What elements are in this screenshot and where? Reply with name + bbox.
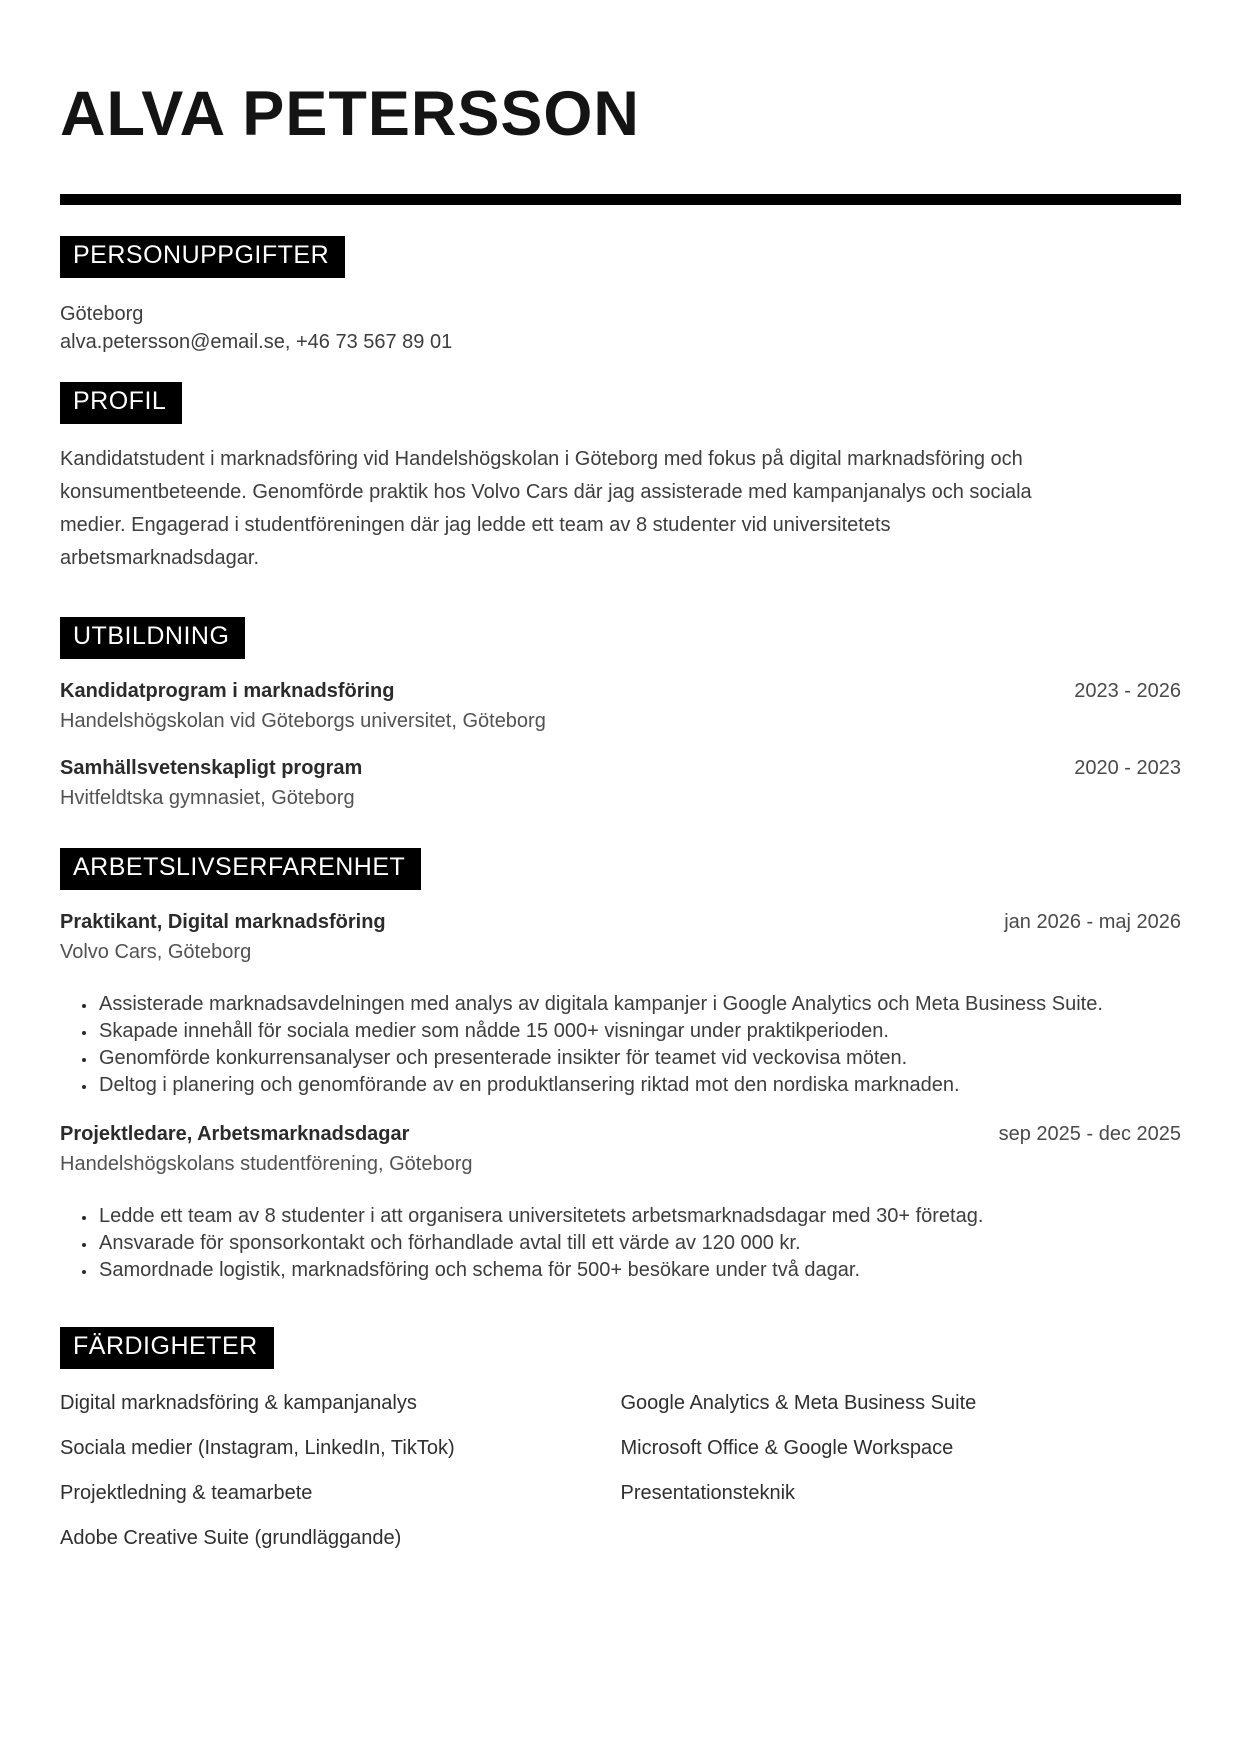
experience-bullet: • Ansvarade för sponsorkontakt och förhandlade avtal till ett värde av 120 000 kr.	[97, 1230, 1181, 1257]
education-school: Hvitfeldtska gymnasiet, Göteborg	[60, 787, 355, 810]
contact-email-phone: alva.petersson@email.se, +46 73 567 89 01	[60, 331, 453, 354]
skill-item: Google Analytics & Meta Business Suite	[620, 1392, 977, 1415]
resume-name: ALVA PETERSSON	[60, 79, 640, 149]
skill-item: Microsoft Office & Google Workspace	[620, 1437, 954, 1460]
education-school: Handelshögskolan vid Göteborgs universitet, Göteborg	[60, 710, 546, 733]
section-experience	[60, 848, 1181, 1284]
skill-item: Adobe Creative Suite (grundläggande)	[60, 1527, 402, 1550]
skills-grid	[60, 1392, 1181, 1572]
experience-org: Handelshögskolans studentförening, Göteborg	[60, 1153, 473, 1176]
experience-bullet: • Assisterade marknadsavdelningen med analys av digitala kampanjer i Google Analytics och Meta Business Suite.	[97, 991, 1181, 1018]
section-heading-personal: PERSONUPPGIFTER	[60, 236, 345, 278]
contact-location: Göteborg	[60, 303, 144, 326]
skills-column-left	[60, 1392, 621, 1572]
experience-org: Volvo Cars, Göteborg	[60, 941, 252, 964]
section-heading-skills: FÄRDIGHETER	[60, 1327, 274, 1369]
section-heading-education: UTBILDNING	[60, 617, 245, 659]
experience-bullet: • Skapade innehåll för sociala medier som nådde 15 000+ visningar under praktikperioden.	[97, 1018, 1181, 1045]
experience-bullet: • Samordnade logistik, marknadsföring och schema för 500+ besökare under två dagar.	[97, 1257, 1181, 1284]
education-degree: Kandidatprogram i marknadsföring	[60, 680, 395, 703]
section-education	[60, 617, 1181, 810]
skills-column-right	[621, 1392, 1182, 1572]
skill-item: Sociala medier (Instagram, LinkedIn, TikTok)	[60, 1437, 455, 1460]
experience-entry-header	[60, 1123, 1181, 1146]
skill-item: Presentationsteknik	[620, 1482, 796, 1505]
education-entry-header	[60, 757, 1181, 780]
skill-item: Digital marknadsföring & kampanjanalys	[60, 1392, 417, 1415]
section-profile	[60, 382, 1181, 575]
section-heading-experience: ARBETSLIVSERFARENHET	[60, 848, 421, 890]
experience-entry	[60, 1123, 1181, 1284]
section-skills	[60, 1327, 1181, 1572]
experience-bullet: • Genomförde konkurrensanalyser och presenterade insikter för teamet vid veckovisa möten.	[97, 1045, 1181, 1072]
experience-bullet: • Deltog i planering och genomförande av en produktlansering riktad mot den nordiska marknaden.	[97, 1072, 1181, 1099]
contact-block	[60, 300, 1181, 356]
experience-role: Projektledare, Arbetsmarknadsdagar	[60, 1123, 410, 1146]
experience-entry	[60, 911, 1181, 1099]
education-dates: 2020 - 2023	[1074, 757, 1181, 780]
education-dates: 2023 - 2026	[1074, 680, 1181, 703]
title-divider	[60, 194, 1181, 205]
experience-bullet-list	[60, 991, 1181, 1099]
experience-bullet: • Ledde ett team av 8 studenter i att organisera universitetets arbetsmarknadsdagar med 30+ företag.	[97, 1203, 1181, 1230]
education-entry-header	[60, 680, 1181, 703]
skill-item: Projektledning & teamarbete	[60, 1482, 313, 1505]
experience-dates: sep 2025 - dec 2025	[998, 1123, 1181, 1146]
profile-summary: Kandidatstudent i marknadsföring vid Handelshögskolan i Göteborg med fokus på digital marknadsföring och konsumentbeteende. Genomförde praktik hos Volvo Cars där jag assisterade med kampanjanalys och sociala medier. Engagerad i studentföreningen där jag ledde ett team av 8 studenter vid universitetets arbetsmarknadsdagar.	[60, 448, 1032, 570]
section-personal	[60, 236, 1181, 356]
experience-dates: jan 2026 - maj 2026	[1004, 911, 1181, 934]
education-entry	[60, 680, 1181, 733]
education-entry	[60, 757, 1181, 810]
education-degree: Samhällsvetenskapligt program	[60, 757, 363, 780]
section-heading-profile: PROFIL	[60, 382, 182, 424]
experience-role: Praktikant, Digital marknadsföring	[60, 911, 386, 934]
experience-bullet-list	[60, 1203, 1181, 1284]
experience-entry-header	[60, 911, 1181, 934]
